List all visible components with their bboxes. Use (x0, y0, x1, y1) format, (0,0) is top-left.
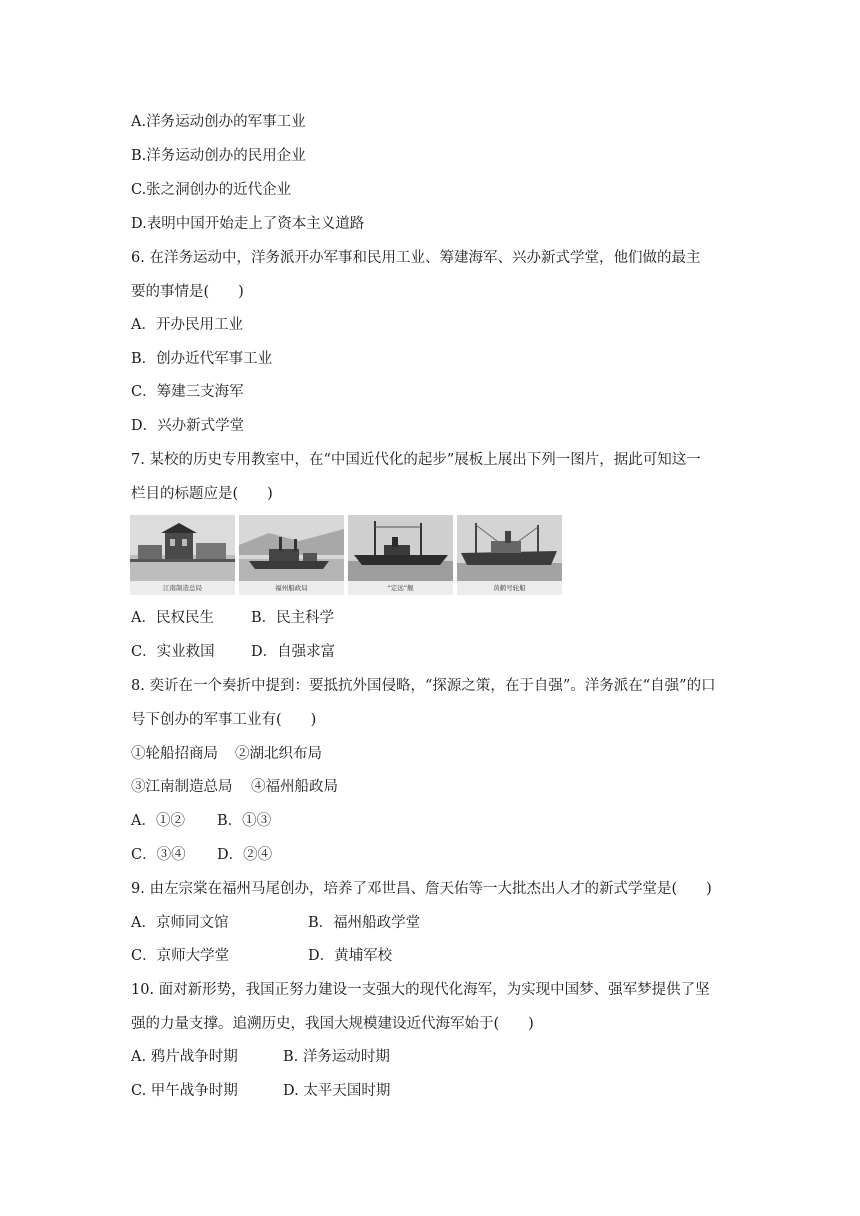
photo-fuzhou-shipyard (239, 515, 344, 595)
q5-option-d: D.表明中国开始走上了资本主义道路 (131, 216, 365, 232)
q10-stem-line1: 10. 面对新形势，我国正努力建设一支强大的现代化海军，为实现中国梦、强军梦提供了坚 (131, 982, 710, 998)
q9-option-a: A．京师同文馆 (131, 915, 229, 931)
q9-stem: 9. 由左宗棠在福州马尾创办，培养了邓世昌、詹天佑等一大批杰出人才的新式学堂是( ) (131, 881, 712, 897)
q7-option-d: D．自强求富 (251, 644, 336, 660)
q9-options-row2 (131, 946, 392, 966)
q7-options-row2 (131, 642, 335, 662)
q5-option-a: A.洋务运动创办的军事工业 (131, 114, 306, 130)
q7-stem-line1: 7. 某校的历史专用教室中，在“中国近代化的起步”展板上展出下列一图片，据此可知这一 (131, 452, 701, 468)
q8-item-3: ③江南制造总局 (131, 779, 233, 795)
q6-stem-line2: 要的事情是( ) (131, 284, 244, 300)
q8-options-row1 (131, 811, 271, 831)
q7-photo-strip (130, 515, 562, 595)
warship-illustration (348, 515, 453, 581)
photo-caption: “定远”舰 (387, 584, 414, 592)
q8-options-row2 (131, 845, 272, 865)
q10-option-b: B. 洋务运动时期 (283, 1049, 390, 1065)
photo-dingyuan-ship (348, 515, 453, 595)
q9-option-c: C．京师大学堂 (131, 948, 230, 964)
q5-option-c: C.张之洞创办的近代企业 (131, 182, 292, 198)
photo-caption: 黄鹤号轮船 (493, 584, 526, 592)
q8-items-row1 (131, 744, 322, 764)
photo-caption: 福州船政局 (275, 584, 308, 592)
q8-option-d: D．②④ (217, 847, 273, 863)
q8-item-2: ②湖北织布局 (235, 746, 322, 762)
q6-option-d: D．兴办新式学堂 (131, 418, 245, 434)
q8-stem-line1: 8. 奕䜣在一个奏折中提到：要抵抗外国侵略，“探源之策，在于自强”。洋务派在“自强”的口 (131, 678, 716, 694)
q10-option-a: A. 鸦片战争时期 (131, 1049, 238, 1065)
q8-option-c: C．③④ (131, 847, 186, 863)
q7-stem-line2: 栏目的标题应是( ) (131, 486, 273, 502)
q5-option-b: B.洋务运动创办的民用企业 (131, 148, 306, 164)
q7-options-row1 (131, 608, 334, 628)
steamer-illustration (457, 515, 562, 581)
q10-option-d: D. 太平天国时期 (283, 1083, 391, 1099)
q7-option-b: B．民主科学 (251, 610, 335, 626)
photo-jiangnan-arsenal (130, 515, 235, 595)
building-illustration (130, 515, 235, 581)
q8-item-1: ①轮船招商局 (131, 746, 218, 762)
q9-options-row1 (131, 913, 420, 933)
q10-options-row2 (131, 1081, 390, 1101)
photo-huanghe-steamer (457, 515, 562, 595)
q9-option-b: B．福州船政学堂 (308, 915, 421, 931)
photo-caption: 江南制造总局 (163, 584, 202, 592)
shipyard-illustration (239, 515, 344, 581)
q7-option-a: A．民权民生 (131, 610, 214, 626)
q10-stem-line2: 强的力量支撑。追溯历史，我国大规模建设近代海军始于( ) (131, 1016, 534, 1032)
q8-items-row2 (131, 777, 338, 797)
q6-stem-line1: 6. 在洋务运动中，洋务派开办军事和民用工业、筹建海军、兴办新式学堂，他们做的最主 (131, 250, 701, 266)
q6-option-a: A．开办民用工业 (131, 317, 243, 333)
q6-option-b: B．创办近代军事工业 (131, 351, 273, 367)
q10-option-c: C. 甲午战争时期 (131, 1083, 238, 1099)
q8-option-b: B．①③ (217, 813, 272, 829)
q10-options-row1 (131, 1047, 390, 1067)
q8-option-a: A．①② (131, 813, 185, 829)
q6-option-c: C．筹建三支海军 (131, 384, 244, 400)
q8-item-4: ④福州船政局 (251, 779, 338, 795)
q7-option-c: C．实业救国 (131, 644, 215, 660)
q9-option-d: D．黄埔军校 (308, 948, 393, 964)
q8-stem-line2: 号下创办的军事工业有( ) (131, 712, 317, 728)
